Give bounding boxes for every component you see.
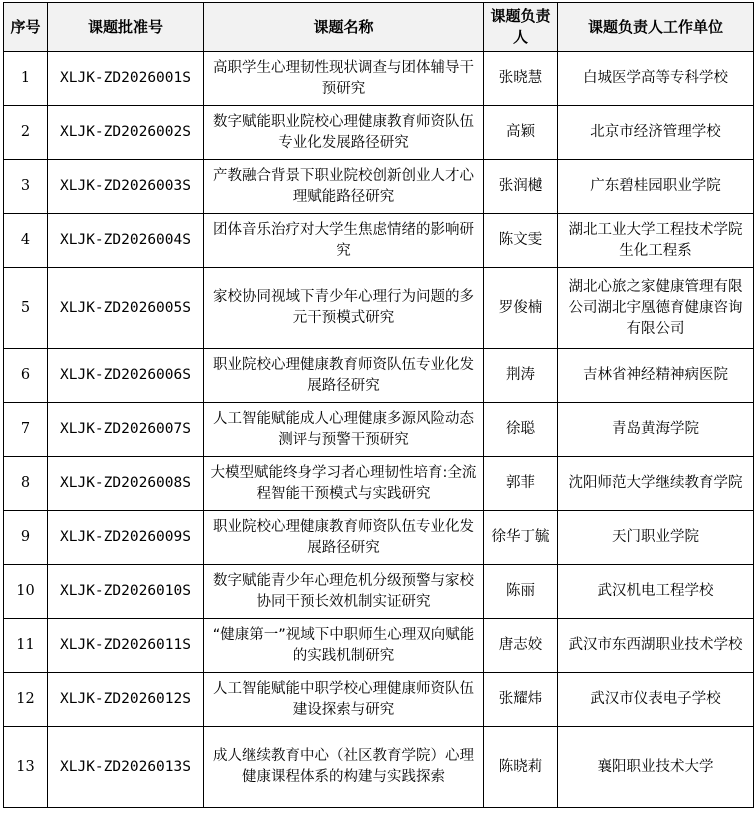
cell-index: 4: [4, 214, 48, 268]
cell-approval-no: XLJK-ZD2026010S: [48, 565, 204, 619]
cell-person: 徐聪: [484, 403, 558, 457]
cell-approval-no: XLJK-ZD2026008S: [48, 457, 204, 511]
header-person: 课题负责人: [484, 3, 558, 52]
cell-unit: 湖北心旅之家健康管理有限公司湖北宇凰德育健康咨询有限公司: [558, 268, 754, 349]
cell-unit: 武汉市仪表电子学校: [558, 673, 754, 727]
cell-approval-no: XLJK-ZD2026002S: [48, 106, 204, 160]
cell-approval-no: XLJK-ZD2026011S: [48, 619, 204, 673]
cell-index: 11: [4, 619, 48, 673]
cell-index: 13: [4, 727, 48, 808]
table-row: [4, 349, 754, 403]
cell-approval-no: XLJK-ZD2026001S: [48, 52, 204, 106]
cell-index: 2: [4, 106, 48, 160]
cell-title: 成人继续教育中心（社区教育学院）心理健康课程体系的构建与实践探索: [204, 727, 484, 808]
cell-title: 人工智能赋能成人心理健康多源风险动态测评与预警干预研究: [204, 403, 484, 457]
cell-title: 高职学生心理韧性现状调查与团体辅导干预研究: [204, 52, 484, 106]
cell-index: 8: [4, 457, 48, 511]
cell-person: 张晓慧: [484, 52, 558, 106]
cell-index: 10: [4, 565, 48, 619]
cell-unit: 沈阳师范大学继续教育学院: [558, 457, 754, 511]
header-index: 序号: [4, 3, 48, 52]
cell-approval-no: XLJK-ZD2026006S: [48, 349, 204, 403]
table-row: [4, 727, 754, 808]
table-header: [4, 3, 754, 52]
cell-person: 荆涛: [484, 349, 558, 403]
cell-approval-no: XLJK-ZD2026013S: [48, 727, 204, 808]
table-row: [4, 565, 754, 619]
cell-person: 陈丽: [484, 565, 558, 619]
cell-unit: 武汉市东西湖职业技术学校: [558, 619, 754, 673]
cell-approval-no: XLJK-ZD2026005S: [48, 268, 204, 349]
cell-person: 徐华丁毓: [484, 511, 558, 565]
table-row: [4, 673, 754, 727]
cell-unit: 湖北工业大学工程技术学院生化工程系: [558, 214, 754, 268]
cell-unit: 吉林省神经精神病医院: [558, 349, 754, 403]
table-row: [4, 403, 754, 457]
cell-title: 大模型赋能终身学习者心理韧性培育:全流程智能干预模式与实践研究: [204, 457, 484, 511]
cell-index: 7: [4, 403, 48, 457]
cell-approval-no: XLJK-ZD2026003S: [48, 160, 204, 214]
cell-unit: 青岛黄海学院: [558, 403, 754, 457]
project-table: [3, 2, 754, 808]
cell-approval-no: XLJK-ZD2026007S: [48, 403, 204, 457]
cell-index: 9: [4, 511, 48, 565]
cell-title: 职业院校心理健康教育师资队伍专业化发展路径研究: [204, 511, 484, 565]
table-row: [4, 160, 754, 214]
cell-approval-no: XLJK-ZD2026004S: [48, 214, 204, 268]
table-body: [4, 52, 754, 808]
table-row: [4, 511, 754, 565]
cell-title: “健康第一”视域下中职师生心理双向赋能的实践机制研究: [204, 619, 484, 673]
cell-unit: 白城医学高等专科学校: [558, 52, 754, 106]
cell-approval-no: XLJK-ZD2026012S: [48, 673, 204, 727]
cell-index: 3: [4, 160, 48, 214]
table-row: [4, 457, 754, 511]
table-row: [4, 214, 754, 268]
cell-unit: 北京市经济管理学校: [558, 106, 754, 160]
table-row: [4, 619, 754, 673]
header-unit: 课题负责人工作单位: [558, 3, 754, 52]
cell-unit: 襄阳职业技术大学: [558, 727, 754, 808]
cell-person: 张耀炜: [484, 673, 558, 727]
cell-person: 陈晓莉: [484, 727, 558, 808]
table-row: [4, 106, 754, 160]
cell-person: 张润樾: [484, 160, 558, 214]
cell-title: 数字赋能青少年心理危机分级预警与家校协同干预长效机制实证研究: [204, 565, 484, 619]
cell-unit: 广东碧桂园职业学院: [558, 160, 754, 214]
cell-person: 郭菲: [484, 457, 558, 511]
cell-person: 高颖: [484, 106, 558, 160]
cell-person: 陈文雯: [484, 214, 558, 268]
cell-index: 5: [4, 268, 48, 349]
cell-unit: 天门职业学院: [558, 511, 754, 565]
header-title: 课题名称: [204, 3, 484, 52]
cell-person: 唐志姣: [484, 619, 558, 673]
cell-title: 人工智能赋能中职学校心理健康师资队伍建设探索与研究: [204, 673, 484, 727]
cell-person: 罗俊楠: [484, 268, 558, 349]
cell-unit: 武汉机电工程学校: [558, 565, 754, 619]
header-row: [4, 3, 754, 52]
cell-index: 12: [4, 673, 48, 727]
cell-title: 家校协同视域下青少年心理行为问题的多元干预模式研究: [204, 268, 484, 349]
cell-approval-no: XLJK-ZD2026009S: [48, 511, 204, 565]
cell-title: 产教融合背景下职业院校创新创业人才心理赋能路径研究: [204, 160, 484, 214]
cell-title: 职业院校心理健康教育师资队伍专业化发展路径研究: [204, 349, 484, 403]
table-row: [4, 52, 754, 106]
cell-title: 团体音乐治疗对大学生焦虑情绪的影响研究: [204, 214, 484, 268]
cell-index: 6: [4, 349, 48, 403]
cell-index: 1: [4, 52, 48, 106]
table-row: [4, 268, 754, 349]
header-approval-no: 课题批准号: [48, 3, 204, 52]
cell-title: 数字赋能职业院校心理健康教育师资队伍专业化发展路径研究: [204, 106, 484, 160]
